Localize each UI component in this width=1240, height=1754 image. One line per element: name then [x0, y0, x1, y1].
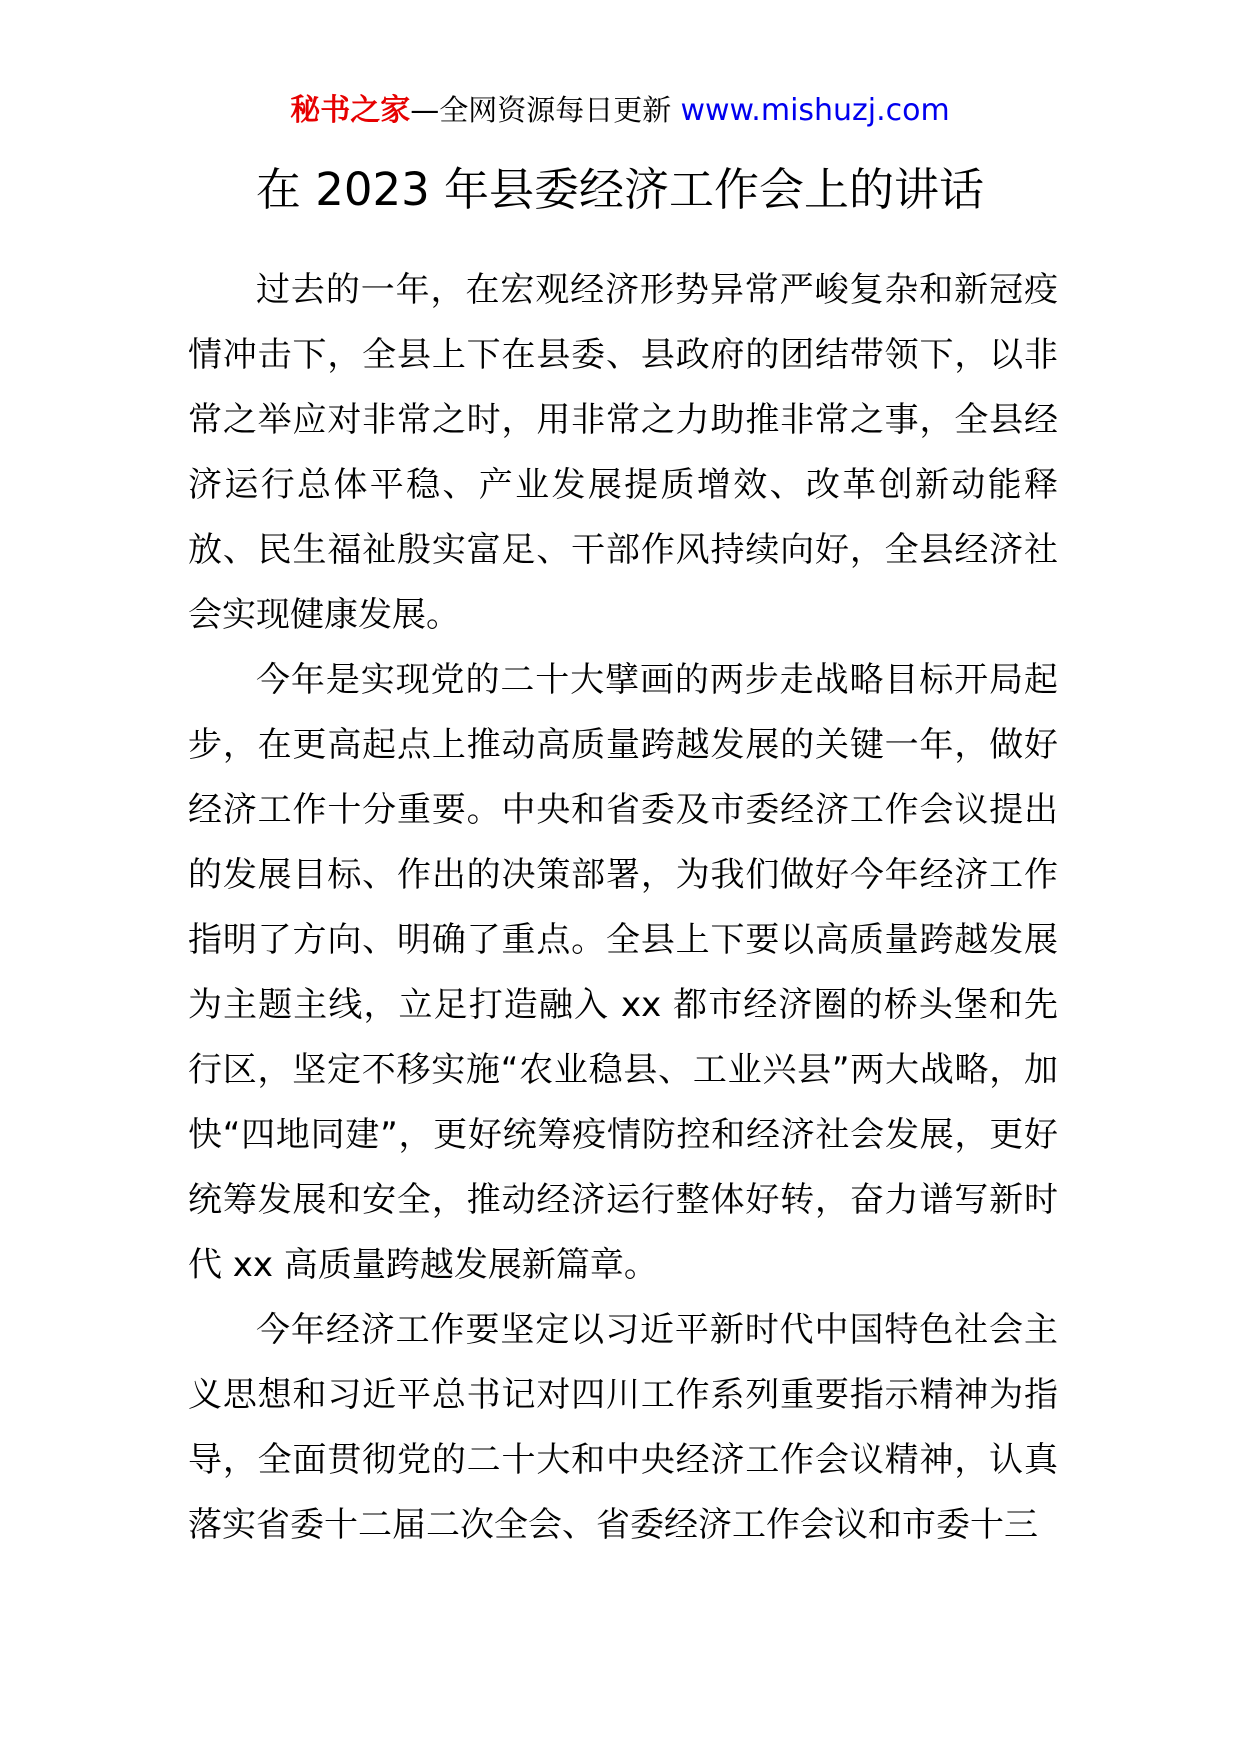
site-tagline: —全网资源每日更新	[410, 93, 681, 127]
body-paragraph: 今年经济工作要坚定以习近平新时代中国特色社会主义思想和习近平总书记对四川工作系列重要指示精神为指导，全面贯彻党的二十大和中央经济工作会议精神，认真落实省委十二届二次全会、省委经济工作会议和市委十三	[188, 1310, 1058, 1545]
body-paragraph: 今年是实现党的二十大擘画的两步走战略目标开局起步，在更高起点上推动高质量跨越发展的关键一年，做好经济工作十分重要。中央和省委及市委经济工作会议提出的发展目标、作出的决策部署，为我们做好今年经济工作指明了方向、明确了重点。全县上下要以高质量跨越发展为主题主线，立足打造融入 xx 都市经济圈的桥头堡和先行区，坚定不移实施“农业稳县、工业兴县”两大战略，加快“四地同建”，更好统筹疫情防控和经济社会发展，更好统筹发展和安全，推动经济运行整体好转，奋力谱写新时代 xx 高质量跨越发展新篇章。	[188, 660, 1058, 1285]
site-header	[0, 90, 1240, 131]
document-body	[188, 258, 1058, 1558]
site-url-link[interactable]: www.mishuzj.com	[680, 93, 950, 128]
document-title: 在 2023 年县委经济工作会上的讲话	[255, 163, 985, 216]
site-brand: 秘书之家	[290, 93, 411, 128]
body-paragraph: 过去的一年，在宏观经济形势异常严峻复杂和新冠疫情冲击下，全县上下在县委、县政府的团结带领下，以非常之举应对非常之时，用非常之力助推非常之事，全县经济运行总体平稳、产业发展提质增效、改革创新动能释放、民生福祉殷实富足、干部作风持续向好，全县经济社会实现健康发展。	[188, 270, 1058, 635]
